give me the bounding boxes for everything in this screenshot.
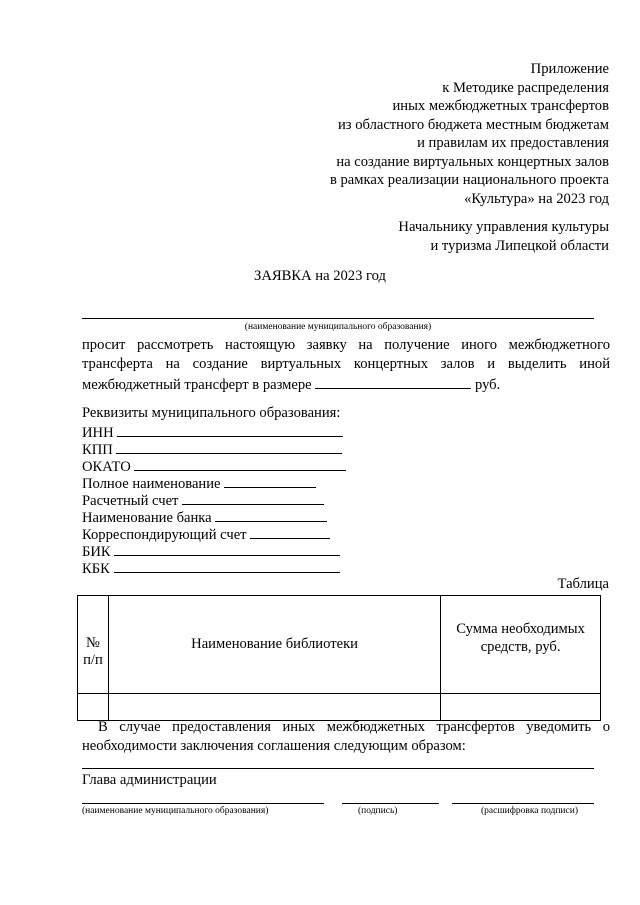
table-cell-number[interactable] [78, 694, 109, 721]
table-row [78, 694, 601, 721]
bank-field[interactable] [215, 508, 327, 522]
addressee-line-1: Начальнику управления культуры [398, 219, 609, 235]
request-line-2: трансферта на создание виртуальных концертных залов и выделить иной [82, 356, 610, 372]
kbk-row [82, 559, 340, 578]
appendix-line: «Культура» на 2023 год [464, 190, 609, 207]
okato-label: ОКАТО [82, 459, 131, 475]
caption-signature: (подпись) [358, 806, 398, 816]
bank-label: Наименование банка [82, 510, 212, 526]
municipality-name-field[interactable] [82, 318, 594, 319]
notice-line-1: В случае предоставления иных межбюджетных трансфертов уведомить о [98, 719, 610, 735]
notice-field[interactable] [82, 768, 594, 769]
table-cell-amount[interactable] [441, 694, 601, 721]
corr-account-label: Корреспондирующий счет [82, 527, 247, 543]
col-library-header: Наименование библиотеки [108, 596, 440, 694]
col-number-symbol: № [86, 634, 100, 651]
appendix-line: на создание виртуальных концертных залов [336, 153, 609, 170]
amount-field[interactable] [315, 375, 471, 389]
col-amount-header [441, 596, 601, 694]
requisites-heading: Реквизиты муниципального образования: [82, 405, 341, 421]
kpp-label: КПП [82, 442, 113, 458]
appendix-header [330, 60, 609, 208]
kbk-field[interactable] [114, 559, 340, 573]
caption-decoding: (расшифровка подписи) [481, 806, 578, 816]
okato-field[interactable] [134, 457, 346, 471]
table-label: Таблица [557, 576, 609, 592]
full-name-label: Полное наименование [82, 476, 221, 492]
notice-line-2: необходимости заключения соглашения следующим образом: [82, 738, 466, 754]
col-number-header [78, 596, 109, 694]
account-field[interactable] [182, 491, 324, 505]
municipality-caption: (наименование муниципального образования) [244, 322, 432, 332]
table-cell-library[interactable] [108, 694, 440, 721]
signature-decoding-field[interactable] [452, 803, 594, 804]
table-header-row [78, 596, 601, 694]
bik-label: БИК [82, 544, 111, 560]
request-amount-label: межбюджетный трансферт в размере [82, 377, 312, 393]
library-table [77, 595, 601, 721]
full-name-field[interactable] [224, 474, 316, 488]
col-number-abbr: п/п [83, 651, 103, 668]
kpp-field[interactable] [116, 440, 342, 454]
inn-label: ИНН [82, 425, 114, 441]
request-line-3 [82, 375, 500, 394]
head-of-administration: Глава администрации [82, 772, 217, 788]
appendix-line: и правилам их предоставления [417, 135, 609, 151]
col-amount-line-2: средств, руб. [480, 638, 561, 655]
appendix-line: в рамках реализации национального проекта [329, 172, 609, 188]
appendix-line: из областного бюджета местным бюджетам [337, 116, 609, 133]
addressee-block [398, 218, 609, 256]
appendix-line: Приложение [530, 61, 609, 77]
inn-field[interactable] [117, 423, 343, 437]
kbk-label: КБК [82, 561, 110, 577]
bik-field[interactable] [114, 542, 340, 556]
appendix-line: иных межбюджетных трансфертов [392, 98, 609, 114]
appendix-line: к Методике распределения [442, 79, 609, 96]
col-amount-line-1: Сумма необходимых [456, 620, 585, 637]
request-line-1: просит рассмотреть настоящую заявку на получение иного межбюджетного [82, 337, 610, 353]
addressee-line-2: и туризма Липецкой области [430, 238, 609, 254]
signature-municipality-field[interactable] [82, 803, 324, 804]
caption-municipality: (наименование муниципального образования) [82, 806, 269, 816]
signature-field[interactable] [342, 803, 439, 804]
corr-account-field[interactable] [250, 525, 330, 539]
document-title: ЗАЯВКА на 2023 год [254, 268, 386, 284]
currency-label: руб. [474, 377, 501, 393]
account-label: Расчетный счет [82, 493, 179, 509]
